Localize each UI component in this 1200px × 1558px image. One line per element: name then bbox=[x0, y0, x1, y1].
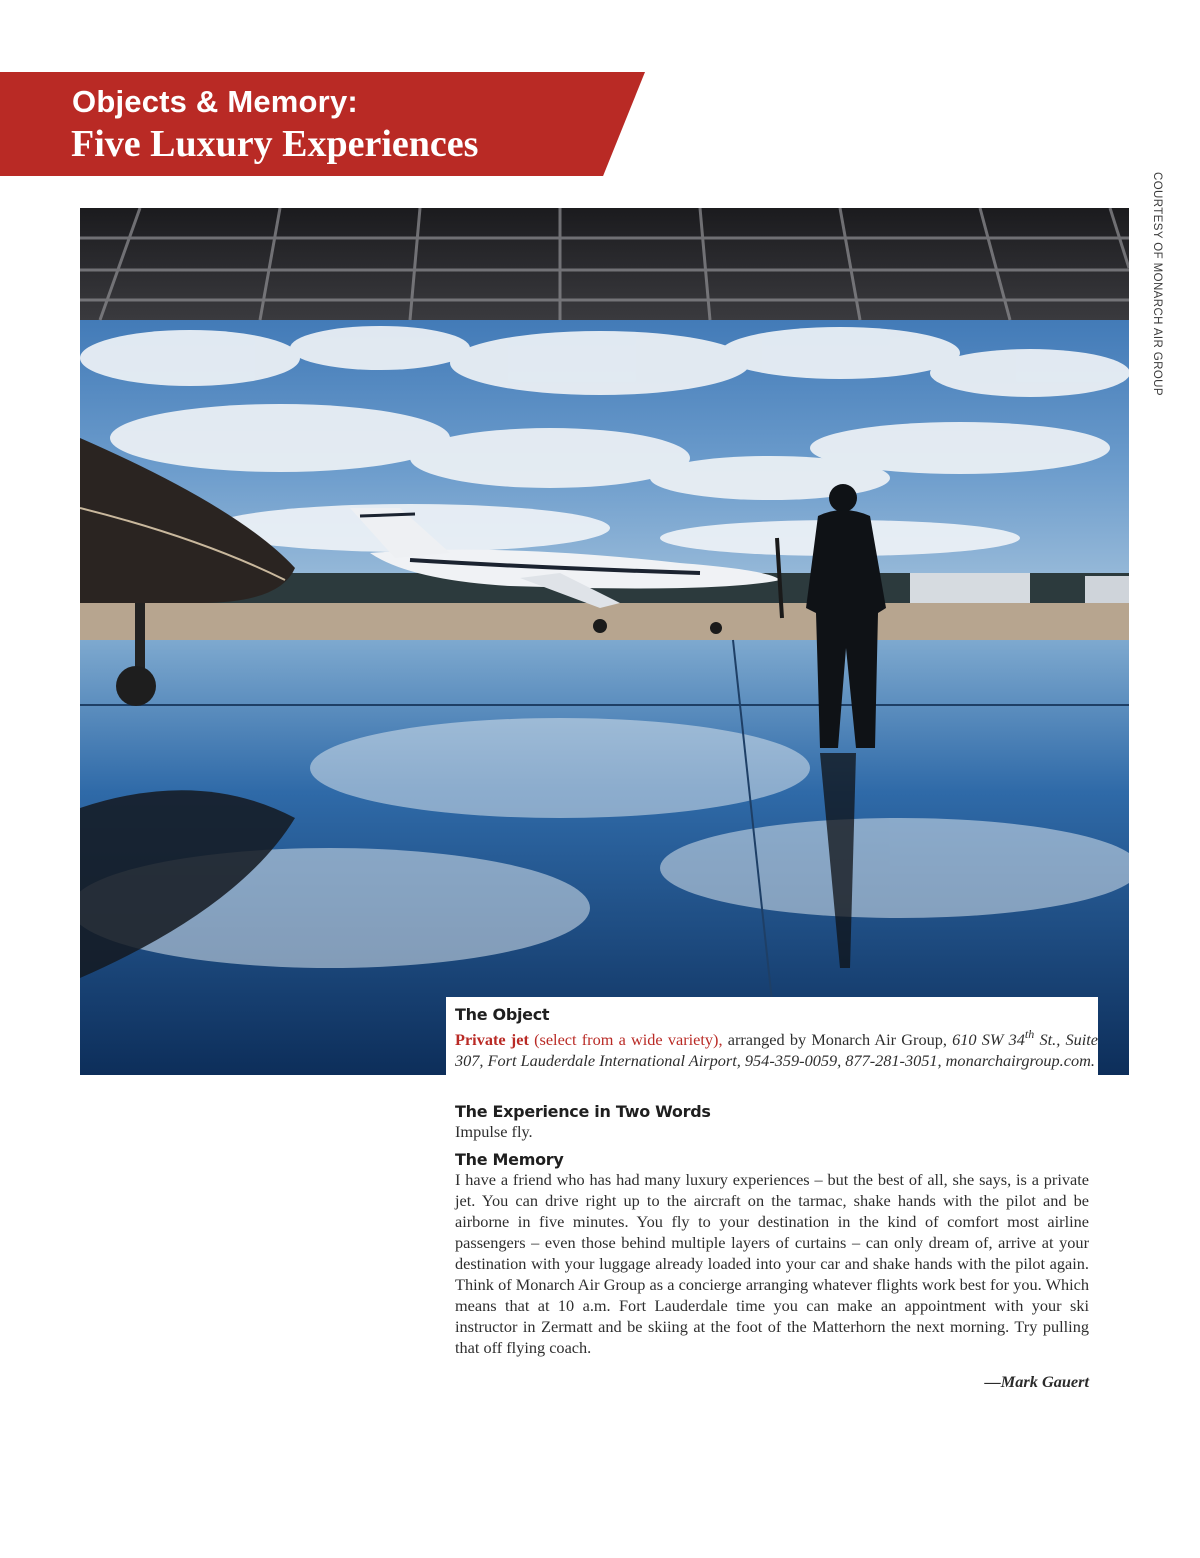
experience-heading: The Experience in Two Words bbox=[455, 1102, 711, 1121]
byline bbox=[455, 1372, 1089, 1392]
article-body bbox=[455, 1102, 1089, 1392]
header-title-line2: Five Luxury Experiences bbox=[71, 123, 479, 165]
object-arranged: arranged by Monarch Air Group, bbox=[722, 1030, 953, 1049]
header-title-line1: Objects & Memory: bbox=[72, 84, 358, 119]
object-address-1: 610 SW 34 bbox=[952, 1030, 1025, 1049]
hangar-photo bbox=[80, 208, 1129, 1075]
object-variety: (select from a wide variety), bbox=[528, 1030, 723, 1049]
experience-section bbox=[455, 1102, 1089, 1142]
photo-credit: COURTESY OF MONARCH AIR GROUP bbox=[1151, 172, 1163, 396]
object-address-sup: th bbox=[1024, 1027, 1035, 1041]
byline-author: —Mark Gauert bbox=[984, 1372, 1089, 1391]
object-card bbox=[446, 997, 1098, 1097]
memory-heading: The Memory bbox=[455, 1150, 564, 1169]
object-description bbox=[455, 1024, 1098, 1071]
object-name: Private jet bbox=[455, 1030, 529, 1049]
memory-text: I have a friend who has had many luxury experiences – but the best of all, she says, is a private jet. You can drive right up to the aircraft on the tarmac, shake hands with the pilot and be airborne in five minutes. You fly to your destination in the kind of comfort most airline passengers – even those behind multiple layers of curtains – can only dream of, arrive at your destination with your luggage already loaded into your car and shake hands with the pilot again. Think of Monarch Air Group as a concierge arranging whatever flights work best for you. Which means that at 10 a.m. Fort Lauderdale time you can make an appointment with your ski instructor in Zermatt and be skiing at the foot of the Matterhorn the next morning. Try pulling that off flying coach. bbox=[455, 1170, 1089, 1357]
experience-text: Impulse fly. bbox=[455, 1122, 533, 1141]
object-heading: The Object bbox=[455, 1005, 550, 1024]
object-address-2: St., Suite 307, Fort Lauderdale International Airport, 954-359-0059, 877-281-3051, monarchairgroup.com. bbox=[455, 1030, 1098, 1070]
memory-section bbox=[455, 1150, 1089, 1358]
